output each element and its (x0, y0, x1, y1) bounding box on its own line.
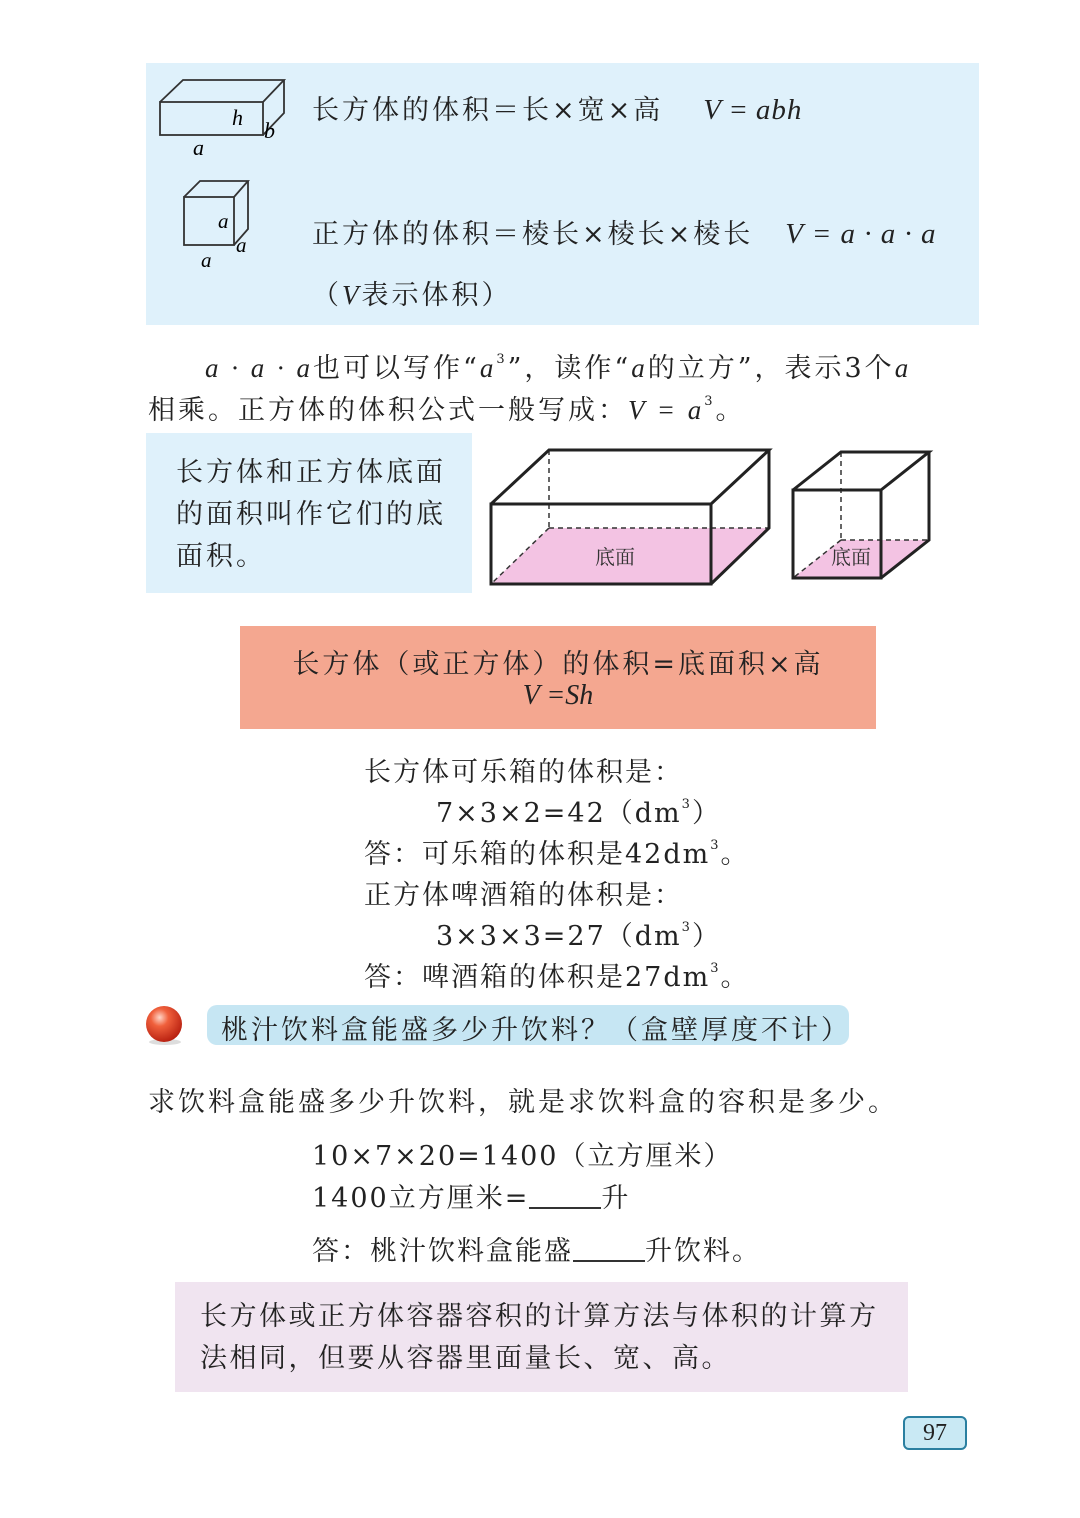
cuboid-volume-formula (312, 88, 802, 127)
conversion-text: 1400立方厘米= (312, 1183, 530, 1214)
cola-ans-exp: 3 (710, 838, 721, 853)
juice-answer (312, 1229, 761, 1268)
cuboid-eq-v: V (703, 94, 722, 126)
cube-notation-line2 (148, 388, 746, 427)
cube-edge-label-side: a (236, 233, 247, 257)
note-text: 表示体积） (361, 280, 512, 311)
cola-ans-text: 答：可乐箱的体积是42dm (364, 839, 711, 870)
beer-question: 正方体啤酒箱的体积是： (364, 880, 683, 911)
cube-edge-label-front: a (218, 209, 229, 233)
cola-ans-end: 。 (720, 839, 750, 870)
cube-eq: V = a · a · a (785, 218, 937, 250)
base-area-definition: 长方体和正方体底面的面积叫作它们的底面积。 (176, 457, 446, 572)
general-volume-formula (240, 626, 876, 729)
volume-symbol-note (312, 273, 512, 312)
cola-calc-end: ） (691, 798, 721, 829)
conversion-blank[interactable] (529, 1183, 601, 1209)
cube-notation-line1 (205, 346, 911, 385)
beer-ans-end: 。 (720, 962, 750, 993)
red-ball-icon (142, 1004, 188, 1046)
question-banner (207, 1005, 849, 1045)
p-text4: 相乘。正方体的体积公式一般写成： (148, 395, 628, 426)
cube-formula-text: 正方体的体积＝棱长×棱长×棱长 (312, 219, 754, 250)
general-formula-text: 长方体（或正方体）的体积=底面积×高 (292, 649, 824, 680)
cuboid-eq-equals: = (721, 94, 756, 126)
beer-answer (364, 955, 750, 994)
p-aaa: a · a · a (205, 353, 313, 383)
cube-base-label: 底面 (831, 545, 871, 569)
cube-diagram (170, 175, 265, 275)
note-var: V (342, 280, 362, 310)
beer-calc-end: ） (691, 921, 721, 952)
cuboid-base-label: 底面 (595, 545, 635, 569)
cola-calculation (436, 791, 721, 830)
note-open-paren: （ (312, 280, 342, 311)
beer-calculation (436, 914, 721, 953)
cuboid-diagram (150, 70, 290, 165)
p-exp2: 3 (704, 394, 716, 409)
cuboid-formula-text: 长方体的体积＝长×宽×高 (312, 95, 664, 126)
cuboid-width-label: b (264, 118, 275, 143)
p-text3: 的立方”，表示3个 (647, 353, 895, 384)
conversion-unit: 升 (601, 1183, 631, 1214)
answer-text: 答：桃汁饮料盒能盛 (312, 1236, 573, 1267)
p-formula: V = a (628, 395, 705, 425)
cuboid-height-label: h (232, 105, 243, 130)
explanation-text: 求饮料盒能盛多少升饮料，就是求饮料盒的容积是多少。 (148, 1087, 898, 1118)
cola-question: 长方体可乐箱的体积是： (364, 757, 683, 788)
p-exp: 3 (496, 352, 508, 367)
p-a: a (479, 353, 497, 383)
p-text2: ”，读作“ (507, 353, 632, 384)
cube-volume-formula (312, 212, 937, 251)
beer-ans-exp: 3 (710, 961, 721, 976)
cola-answer (364, 832, 750, 871)
cuboid-eq-abh: abh (755, 94, 803, 126)
p-text1: 也可以写作“ (313, 353, 480, 384)
cuboid-length-label: a (193, 135, 204, 160)
question-text: 桃汁饮料盒能盛多少升饮料？（盒壁厚度不计） (221, 1015, 851, 1046)
page-number: 97 (903, 1416, 967, 1450)
p-period: 。 (715, 395, 746, 426)
cola-calc-text: 7×3×2=42（dm (436, 798, 682, 829)
answer-blank[interactable] (573, 1236, 645, 1262)
juice-conversion (312, 1176, 630, 1215)
beer-calc-text: 3×3×3=27（dm (436, 921, 682, 952)
beer-calc-exp: 3 (681, 920, 692, 935)
general-formula-eq: V =Sh (522, 680, 594, 711)
p-a3: a (894, 353, 912, 383)
base-area-diagram (485, 440, 945, 595)
juice-calculation: 10×7×20=1400（立方厘米） (312, 1141, 733, 1172)
answer-unit: 升饮料。 (645, 1236, 761, 1267)
cube-edge-label-bottom: a (201, 248, 212, 272)
cola-calc-exp: 3 (681, 797, 692, 812)
capacity-summary-text: 长方体或正方体容器容积的计算方法与体积的计算方法相同，但要从容器里面量长、宽、高。 (200, 1301, 879, 1374)
p-a2: a (631, 353, 648, 383)
beer-ans-text: 答：啤酒箱的体积是27dm (364, 962, 711, 993)
